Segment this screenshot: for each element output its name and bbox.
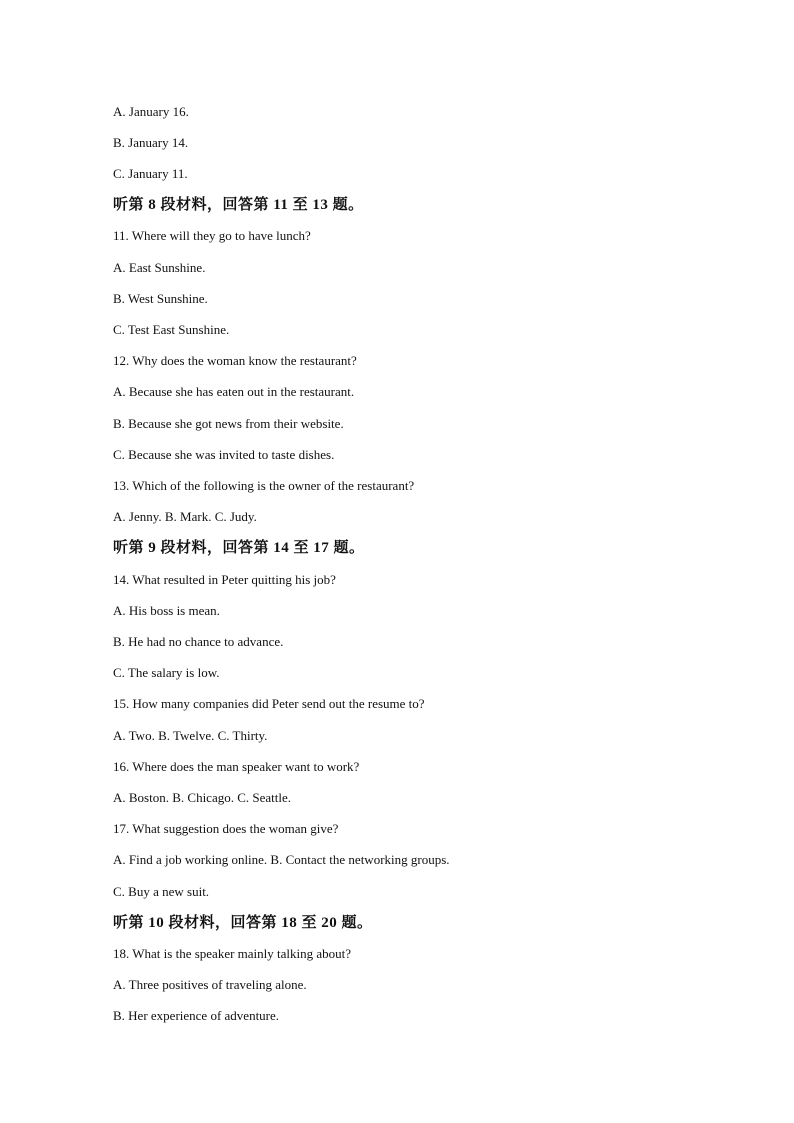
option-line: A. Because she has eaten out in the restaurant. <box>113 384 355 399</box>
section-heading: 听第 9 段材料，回答第 14 至 17 题。 <box>113 540 365 556</box>
question-line: 14. What resulted in Peter quitting his job? <box>113 572 336 587</box>
option-line: A. January 16. <box>113 104 189 119</box>
question-line: 15. How many companies did Peter send out the resume to? <box>113 696 425 711</box>
option-line: C. January 11. <box>113 166 188 181</box>
option-line: C. Buy a new suit. <box>113 884 210 899</box>
option-line: C. Test East Sunshine. <box>113 322 230 337</box>
option-line: A. His boss is mean. <box>113 603 220 618</box>
question-line: 12. Why does the woman know the restaurant? <box>113 353 357 368</box>
question-line: 17. What suggestion does the woman give? <box>113 821 339 836</box>
question-line: 13. Which of the following is the owner of the restaurant? <box>113 478 415 493</box>
option-line: B. West Sunshine. <box>113 291 208 306</box>
option-line: C. Because she was invited to taste dishes. <box>113 447 335 462</box>
question-line: 18. What is the speaker mainly talking about? <box>113 946 352 961</box>
option-line: A. Boston. B. Chicago. C. Seattle. <box>113 790 292 805</box>
question-line: 16. Where does the man speaker want to work? <box>113 759 360 774</box>
option-line: B. Her experience of adventure. <box>113 1008 280 1023</box>
option-line: A. Two. B. Twelve. C. Thirty. <box>113 728 268 743</box>
question-line: 11. Where will they go to have lunch? <box>113 228 311 243</box>
option-line: A. Jenny. B. Mark. C. Judy. <box>113 509 257 524</box>
section-heading: 听第 10 段材料，回答第 18 至 20 题。 <box>113 915 373 931</box>
option-line: C. The salary is low. <box>113 665 220 680</box>
option-line: A. Three positives of traveling alone. <box>113 977 307 992</box>
option-line: B. January 14. <box>113 135 189 150</box>
section-heading: 听第 8 段材料，回答第 11 至 13 题。 <box>113 197 364 213</box>
option-line: A. Find a job working online. B. Contact the networking groups. <box>113 852 450 867</box>
option-line: B. Because she got news from their website. <box>113 416 344 431</box>
option-line: A. East Sunshine. <box>113 260 206 275</box>
option-line: B. He had no chance to advance. <box>113 634 284 649</box>
